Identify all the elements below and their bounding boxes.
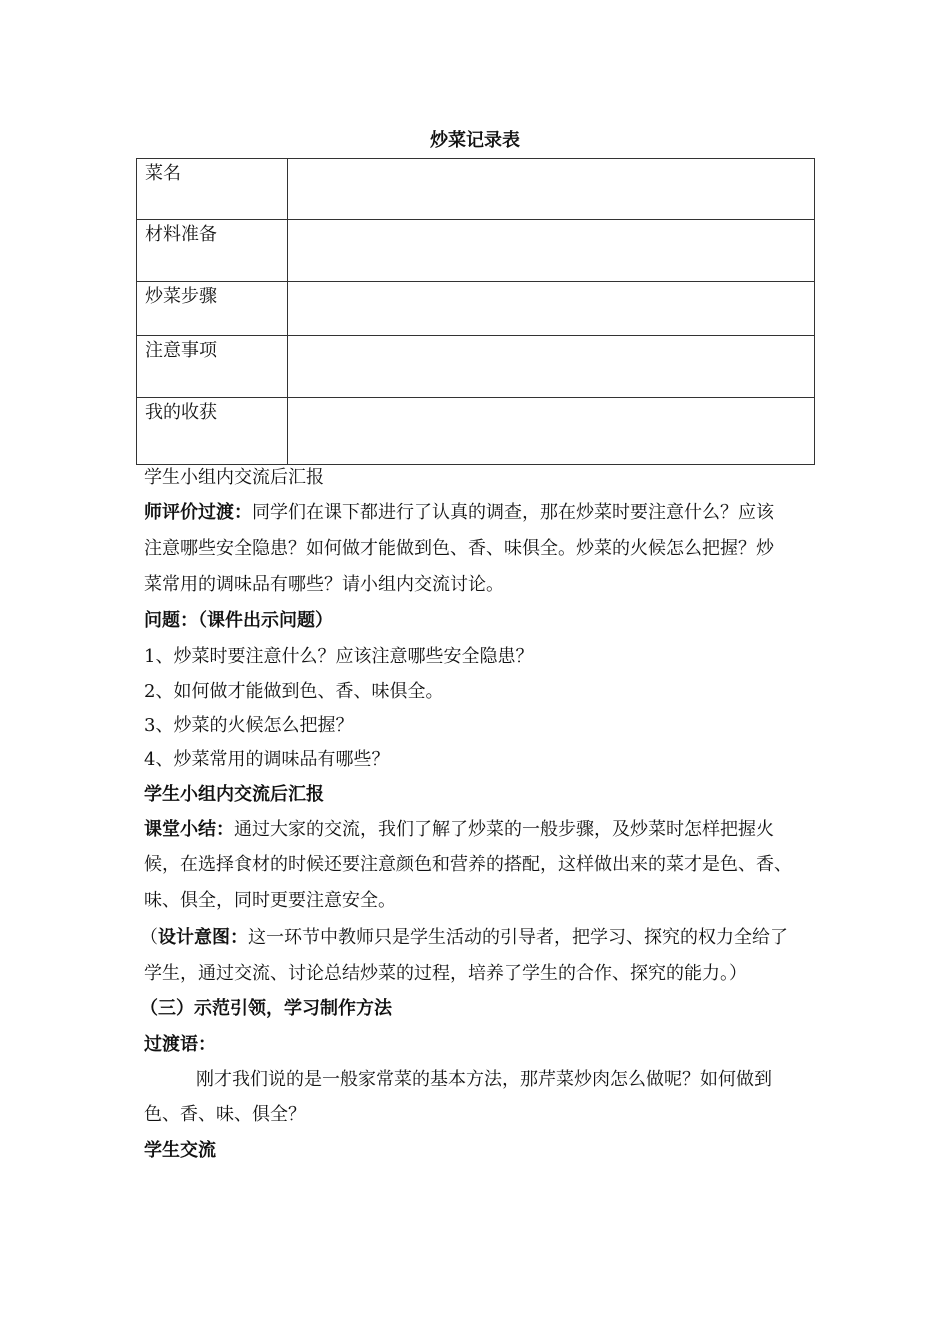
question-item: 1、炒菜时要注意什么？应该注意哪些安全隐患？ bbox=[144, 646, 534, 667]
table-row bbox=[137, 282, 815, 336]
teacher-text-line: 菜常用的调味品有哪些？请小组内交流讨论。 bbox=[144, 574, 504, 595]
section-heading: （三）示范引领，学习制作方法 bbox=[140, 998, 392, 1019]
question-item: 3、炒菜的火候怎么把握？ bbox=[144, 715, 354, 736]
row-value[interactable] bbox=[288, 159, 815, 220]
transition-text-line: 色、香、味、俱全？ bbox=[144, 1104, 306, 1125]
teacher-label: 师评价过渡： bbox=[144, 502, 252, 523]
student-exchange-heading: 学生交流 bbox=[144, 1140, 216, 1161]
table-row bbox=[137, 398, 815, 465]
row-value[interactable] bbox=[288, 336, 815, 398]
summary-text: 通过大家的交流，我们了解了炒菜的一般步骤，及炒菜时怎样把握火 bbox=[234, 819, 774, 840]
report-heading: 学生小组内交流后汇报 bbox=[144, 784, 324, 805]
table-row bbox=[137, 159, 815, 220]
design-text: 这一环节中教师只是学生活动的引导者，把学习、探究的权力全给了 bbox=[248, 927, 788, 948]
row-value[interactable] bbox=[288, 220, 815, 282]
row-label: 菜名 bbox=[137, 159, 288, 220]
summary-label: 课堂小结： bbox=[144, 819, 234, 840]
row-value[interactable] bbox=[288, 282, 815, 336]
table-row bbox=[137, 220, 815, 282]
row-label: 我的收获 bbox=[137, 398, 288, 465]
question-item: 2、如何做才能做到色、香、味俱全。 bbox=[144, 681, 444, 702]
summary-paragraph-line bbox=[144, 818, 816, 842]
teacher-paragraph-line bbox=[144, 501, 816, 525]
design-text-line: 学生，通过交流、讨论总结炒菜的过程，培养了学生的合作、探究的能力。） bbox=[144, 963, 747, 984]
record-table bbox=[136, 158, 815, 465]
summary-text-line: 味、俱全，同时更要注意安全。 bbox=[144, 890, 396, 911]
teacher-text: 同学们在课下都进行了认真的调查，那在炒菜时要注意什么？应该 bbox=[252, 502, 774, 523]
transition-text-line: 刚才我们说的是一般家常菜的基本方法，那芹菜炒肉怎么做呢？如何做到 bbox=[196, 1069, 772, 1090]
row-value[interactable] bbox=[288, 398, 815, 465]
summary-text-line: 候，在选择食材的时候还要注意颜色和营养的搭配，这样做出来的菜才是色、香、 bbox=[144, 854, 792, 875]
row-label: 材料准备 bbox=[137, 220, 288, 282]
question-item: 4、炒菜常用的调味品有哪些？ bbox=[144, 749, 390, 770]
page-title: 炒菜记录表 bbox=[430, 130, 520, 151]
row-label: 注意事项 bbox=[137, 336, 288, 398]
report-line: 学生小组内交流后汇报 bbox=[144, 467, 324, 488]
teacher-text-line: 注意哪些安全隐患？如何做才能做到色、香、味俱全。炒菜的火候怎么把握？炒 bbox=[144, 538, 774, 559]
design-open-paren: （ bbox=[140, 927, 158, 948]
table-row bbox=[137, 336, 815, 398]
row-label: 炒菜步骤 bbox=[137, 282, 288, 336]
transition-label: 过渡语： bbox=[144, 1034, 216, 1055]
questions-heading: 问题：（课件出示问题） bbox=[144, 610, 333, 631]
design-label: 设计意图： bbox=[158, 927, 248, 948]
design-paragraph-line bbox=[140, 926, 812, 950]
